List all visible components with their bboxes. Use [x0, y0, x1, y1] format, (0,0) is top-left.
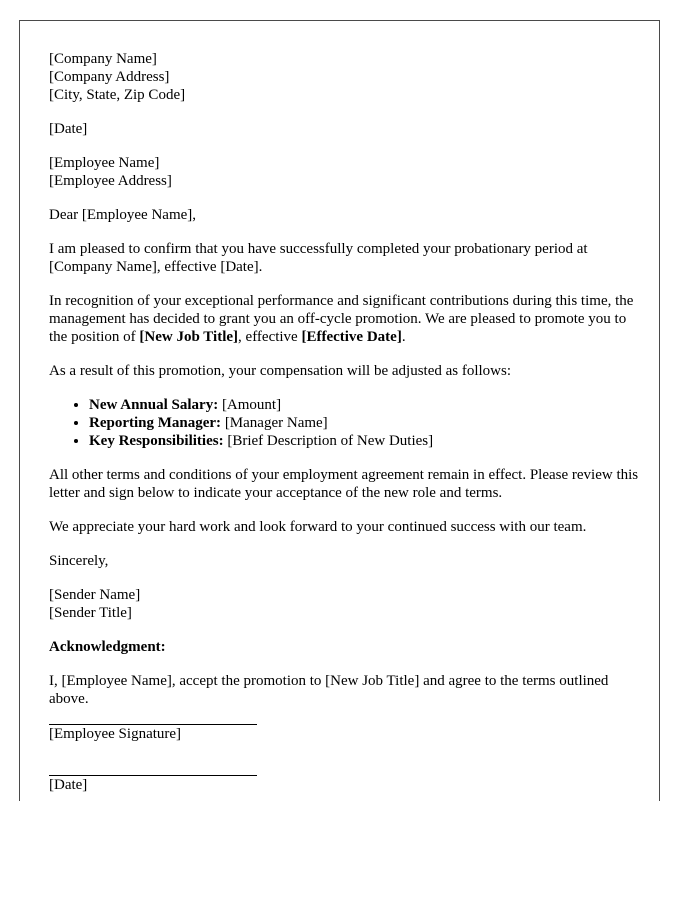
date-signature-label: [Date] [49, 777, 88, 793]
promotion-text-mid: , effective [238, 329, 302, 345]
acknowledgment-text: I, [Employee Name], accept the promotion to [New Job Title] and agree to the terms outlined above. [49, 673, 609, 707]
company-address: [Company Address] [49, 69, 170, 85]
effective-date: [Effective Date] [301, 329, 402, 345]
recipient-block [49, 154, 639, 190]
letter-page [19, 20, 660, 801]
new-job-title: [New Job Title] [139, 329, 239, 345]
list-item-value: [Brief Description of New Duties] [223, 433, 434, 449]
paragraph-appreciation: We appreciate your hard work and look forward to your continued success with our team. [49, 519, 587, 535]
list-item-value: [Amount] [218, 397, 282, 413]
company-city-state-zip: [City, State, Zip Code] [49, 87, 186, 103]
list-item [89, 414, 639, 432]
recipient-name: [Employee Name] [49, 155, 160, 171]
closing: Sincerely, [49, 553, 109, 569]
list-item [89, 396, 639, 414]
list-item-label: Key Responsibilities: [89, 433, 224, 449]
company-name: [Company Name] [49, 51, 157, 67]
employee-signature-label: [Employee Signature] [49, 726, 182, 742]
promotion-text-start: In recognition of your exceptional performance and significant contributions during this time, the management has decided to grant you an off-cycle promotion. We are pleased to promote you to the position of [49, 293, 634, 345]
list-item [89, 432, 639, 450]
paragraph-promotion [49, 292, 639, 346]
paragraph-confirmation: I am pleased to confirm that you have successfully completed your probationary period at [Company Name], effective [Date]. [49, 241, 588, 275]
letter-date: [Date] [49, 121, 88, 137]
sender-block [49, 586, 639, 622]
acknowledgment-heading [49, 638, 639, 656]
list-item-label: New Annual Salary: [89, 397, 219, 413]
employee-signature-block [49, 724, 639, 743]
acknowledgment-heading-text: Acknowledgment: [49, 639, 166, 655]
sender-title: [Sender Title] [49, 605, 132, 621]
list-item-value: [Manager Name] [221, 415, 328, 431]
paragraph-compensation: As a result of this promotion, your compensation will be adjusted as follows: [49, 363, 512, 379]
paragraph-terms: All other terms and conditions of your employment agreement remain in effect. Please review this letter and sign below to indicate your acceptance of the new role and terms. [49, 467, 639, 501]
list-item-label: Reporting Manager: [89, 415, 222, 431]
promotion-text-end: . [401, 329, 406, 345]
salutation: Dear [Employee Name], [49, 207, 197, 223]
recipient-address: [Employee Address] [49, 173, 172, 189]
compensation-list [49, 396, 639, 450]
sender-name: [Sender Name] [49, 587, 141, 603]
date-signature-block [49, 775, 639, 794]
letter-content [49, 50, 639, 801]
company-header [49, 50, 639, 104]
